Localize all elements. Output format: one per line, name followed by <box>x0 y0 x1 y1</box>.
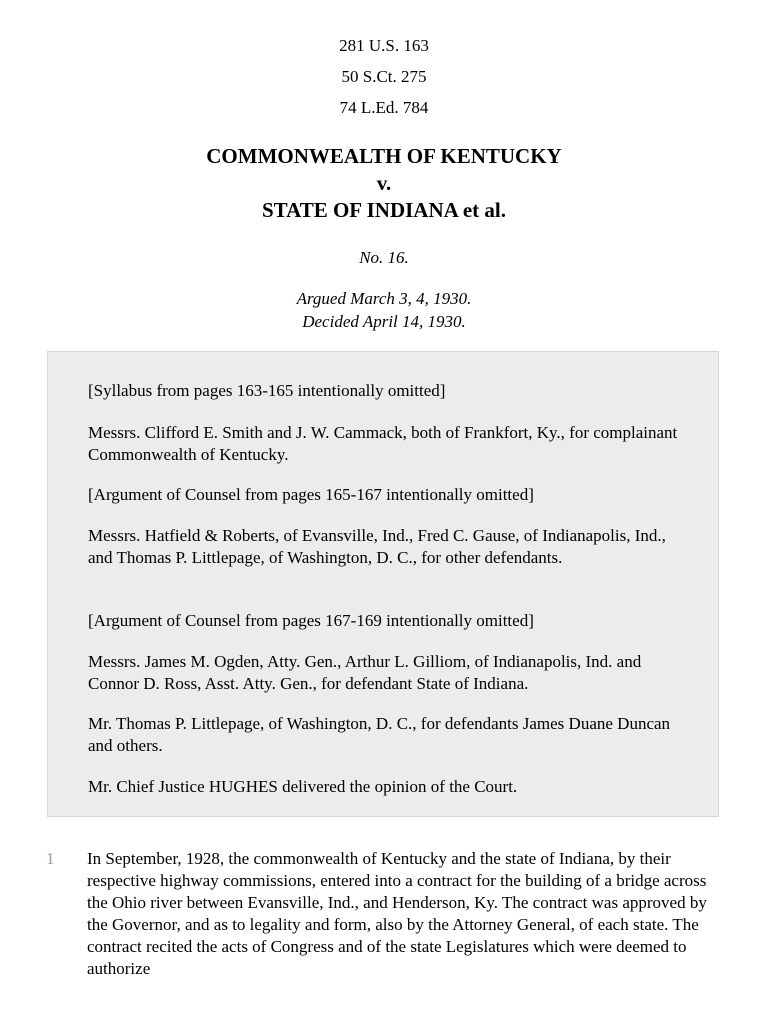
opinion-paragraph: In September, 1928, the commonwealth of Kentucky and the state of Indiana, by their respective highway commissions, entered into a contract for the building of a bridge across the Ohio river between Evansville, Ind., and Henderson, Ky. The contract was approved by the Governor, and as to legality and form, also by the Attorney General, of each state. The contract recited the acts of Congress and of the state Legislatures which were deemed to authorize <box>87 849 707 978</box>
case-title-versus: v. <box>376 171 392 195</box>
case-title-party-2: STATE OF INDIANA et al. <box>261 198 507 222</box>
argued-date: Argued March 3, 4, 1930. <box>296 289 472 308</box>
syllabus-box <box>47 351 719 817</box>
counsel-duncan-defendants: Mr. Thomas P. Littlepage, of Washington, D. C., for defendants James Duane Duncan and others. <box>88 714 671 755</box>
paragraph-number: 1 <box>46 849 55 868</box>
docket-number: No. 16. <box>359 248 409 267</box>
decided-date: Decided April 14, 1930. <box>302 312 466 331</box>
argument-omitted-note-1: [Argument of Counsel from pages 165-167 intentionally omitted] <box>88 485 534 504</box>
argument-omitted-note-2: [Argument of Counsel from pages 167-169 intentionally omitted] <box>88 611 534 630</box>
citation-supreme-court-reporter: 50 S.Ct. 275 <box>341 67 427 86</box>
counsel-complainant: Messrs. Clifford E. Smith and J. W. Cammack, both of Frankfort, Ky., for complainant Commonwealth of Kentucky. <box>88 423 678 464</box>
case-title-party-1: COMMONWEALTH OF KENTUCKY <box>206 144 562 168</box>
counsel-other-defendants: Messrs. Hatfield & Roberts, of Evansville, Ind., Fred C. Gause, of Indianapolis, Ind., and Thomas P. Littlepage, of Washington, D. C., for other defendants. <box>88 526 666 567</box>
citation-us-reports: 281 U.S. 163 <box>339 36 429 55</box>
citation-lawyers-edition: 74 L.Ed. 784 <box>339 98 429 117</box>
syllabus-omitted-note: [Syllabus from pages 163-165 intentionally omitted] <box>88 381 446 400</box>
opinion-delivery-note: Mr. Chief Justice HUGHES delivered the opinion of the Court. <box>88 777 518 796</box>
counsel-state-of-indiana: Messrs. James M. Ogden, Atty. Gen., Arthur L. Gilliom, of Indianapolis, Ind. and Connor D. Ross, Asst. Atty. Gen., for defendant State of Indiana. <box>88 652 642 693</box>
